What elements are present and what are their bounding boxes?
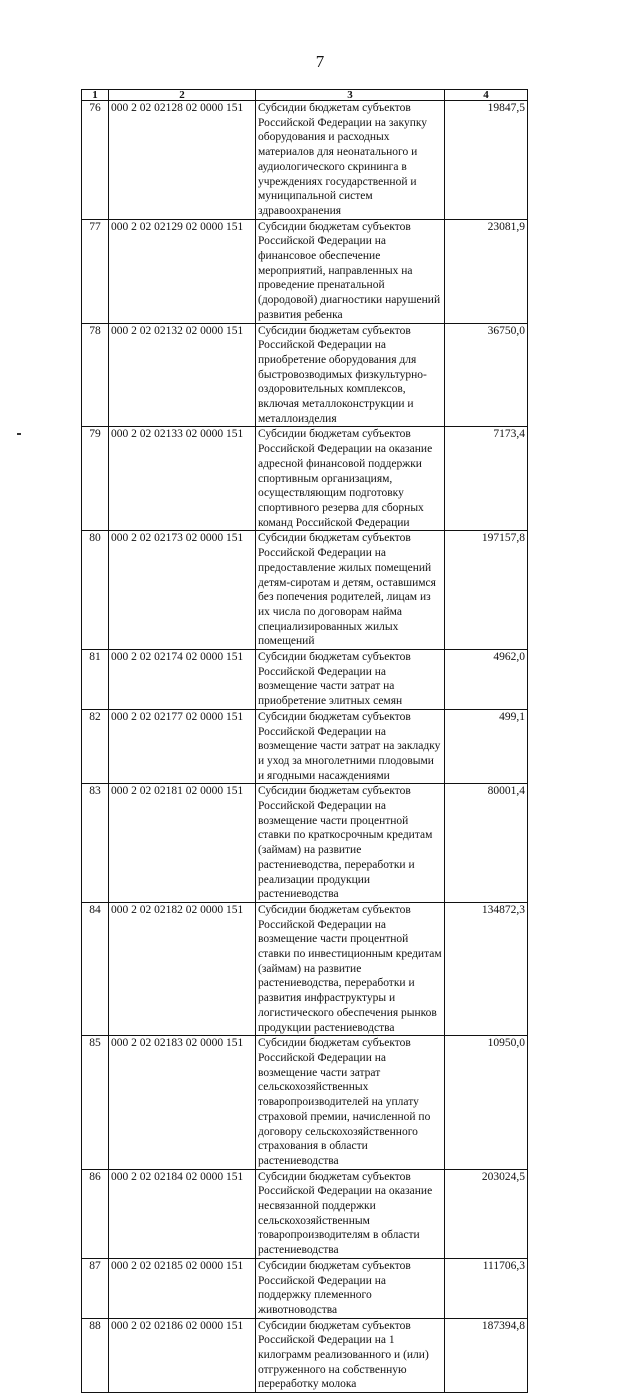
row-number: 85	[82, 1036, 109, 1169]
budget-code: 000 2 02 02128 02 0000 151	[109, 101, 256, 220]
row-number: 78	[82, 323, 109, 427]
table-row	[82, 427, 528, 531]
description: Субсидии бюджетам субъектов Российской Федерации на возмещение части затрат на закладку и уход за многолетними плодовыми и ягодными насаждениями	[256, 709, 445, 784]
description: Субсидии бюджетам субъектов Российской Федерации на 1 килограмм реализованного и (или) отгруженного на собственную переработку молока	[256, 1318, 445, 1393]
row-number: 87	[82, 1258, 109, 1318]
amount: 203024,5	[445, 1169, 528, 1258]
table-body	[82, 101, 528, 1393]
description: Субсидии бюджетам субъектов Российской Федерации на возмещение части затрат сельскохозяйственных товаропроизводителей на уплату страховой премии, начисленной по договору сельскохозяйственного страхования в области растениеводства	[256, 1036, 445, 1169]
budget-code: 000 2 02 02133 02 0000 151	[109, 427, 256, 531]
budget-code: 000 2 02 02183 02 0000 151	[109, 1036, 256, 1169]
table-row	[82, 784, 528, 903]
page-number: 7	[315, 52, 325, 71]
scan-mark	[17, 433, 21, 435]
description: Субсидии бюджетам субъектов Российской Федерации на закупку оборудования и расходных материалов для неонатального и аудиологического скрининга в учреждениях государственной и муниципальной систем здравоохранения	[256, 101, 445, 220]
description: Субсидии бюджетам субъектов Российской Федерации на поддержку племенного животноводства	[256, 1258, 445, 1318]
budget-code: 000 2 02 02185 02 0000 151	[109, 1258, 256, 1318]
budget-code: 000 2 02 02174 02 0000 151	[109, 650, 256, 710]
row-number: 83	[82, 784, 109, 903]
amount: 499,1	[445, 709, 528, 784]
row-number: 84	[82, 902, 109, 1035]
table-row	[82, 531, 528, 650]
budget-code: 000 2 02 02184 02 0000 151	[109, 1169, 256, 1258]
amount: 197157,8	[445, 531, 528, 650]
description: Субсидии бюджетам субъектов Российской Федерации на финансовое обеспечение мероприятий, направленных на проведение пренатальной (дородовой) диагностики нарушений развития ребенка	[256, 219, 445, 323]
table-row	[82, 219, 528, 323]
header-row	[82, 90, 528, 101]
amount: 134872,3	[445, 902, 528, 1035]
description: Субсидии бюджетам субъектов Российской Федерации на возмещение части затрат на приобретение элитных семян	[256, 650, 445, 710]
amount: 111706,3	[445, 1258, 528, 1318]
budget-code: 000 2 02 02173 02 0000 151	[109, 531, 256, 650]
description: Субсидии бюджетам субъектов Российской Федерации на оказание адресной финансовой поддержки спортивным организациям, осуществляющим подготовку спортивного резерва для сборных команд Российской Федерации	[256, 427, 445, 531]
amount: 187394,8	[445, 1318, 528, 1393]
row-number: 80	[82, 531, 109, 650]
table-row	[82, 1258, 528, 1318]
amount: 10950,0	[445, 1036, 528, 1169]
row-number: 81	[82, 650, 109, 710]
budget-code: 000 2 02 02177 02 0000 151	[109, 709, 256, 784]
table-row	[82, 1036, 528, 1169]
description: Субсидии бюджетам субъектов Российской Федерации на возмещение части процентной ставки по краткосрочным кредитам (займам) на развитие растениеводства, переработки и реализации продукции растениеводства	[256, 784, 445, 903]
budget-code: 000 2 02 02132 02 0000 151	[109, 323, 256, 427]
table-row	[82, 323, 528, 427]
column-header-1: 1	[82, 90, 109, 101]
budget-code: 000 2 02 02181 02 0000 151	[109, 784, 256, 903]
budget-code: 000 2 02 02182 02 0000 151	[109, 902, 256, 1035]
row-number: 79	[82, 427, 109, 531]
amount: 80001,4	[445, 784, 528, 903]
amount: 7173,4	[445, 427, 528, 531]
budget-code: 000 2 02 02129 02 0000 151	[109, 219, 256, 323]
table-row	[82, 1318, 528, 1393]
table-row	[82, 902, 528, 1035]
amount: 19847,5	[445, 101, 528, 220]
row-number: 88	[82, 1318, 109, 1393]
column-header-3: 3	[256, 90, 445, 101]
column-header-2: 2	[109, 90, 256, 101]
row-number: 77	[82, 219, 109, 323]
row-number: 82	[82, 709, 109, 784]
table-row	[82, 101, 528, 220]
amount: 36750,0	[445, 323, 528, 427]
budget-table	[81, 89, 528, 1393]
amount: 23081,9	[445, 219, 528, 323]
description: Субсидии бюджетам субъектов Российской Федерации на предоставление жилых помещений детям-сиротам и детям, оставшимся без попечения родителей, лицам из их числа по договорам найма специализированных жилых помещений	[256, 531, 445, 650]
table-row	[82, 1169, 528, 1258]
row-number: 76	[82, 101, 109, 220]
description: Субсидии бюджетам субъектов Российской Федерации на возмещение части процентной ставки по инвестиционным кредитам (займам) на развитие растениеводства, переработки и развития инфраструктуры и логистического обеспечения рынков продукции растениеводства	[256, 902, 445, 1035]
budget-code: 000 2 02 02186 02 0000 151	[109, 1318, 256, 1393]
table-row	[82, 650, 528, 710]
column-header-4: 4	[445, 90, 528, 101]
description: Субсидии бюджетам субъектов Российской Федерации на приобретение оборудования для быстровозводимых физкультурно-оздоровительных комплексов, включая металлоконструкции и металлоизделия	[256, 323, 445, 427]
row-number: 86	[82, 1169, 109, 1258]
amount: 4962,0	[445, 650, 528, 710]
description: Субсидии бюджетам субъектов Российской Федерации на оказание несвязанной поддержки сельскохозяйственным товаропроизводителям в области растениеводства	[256, 1169, 445, 1258]
table-row	[82, 709, 528, 784]
